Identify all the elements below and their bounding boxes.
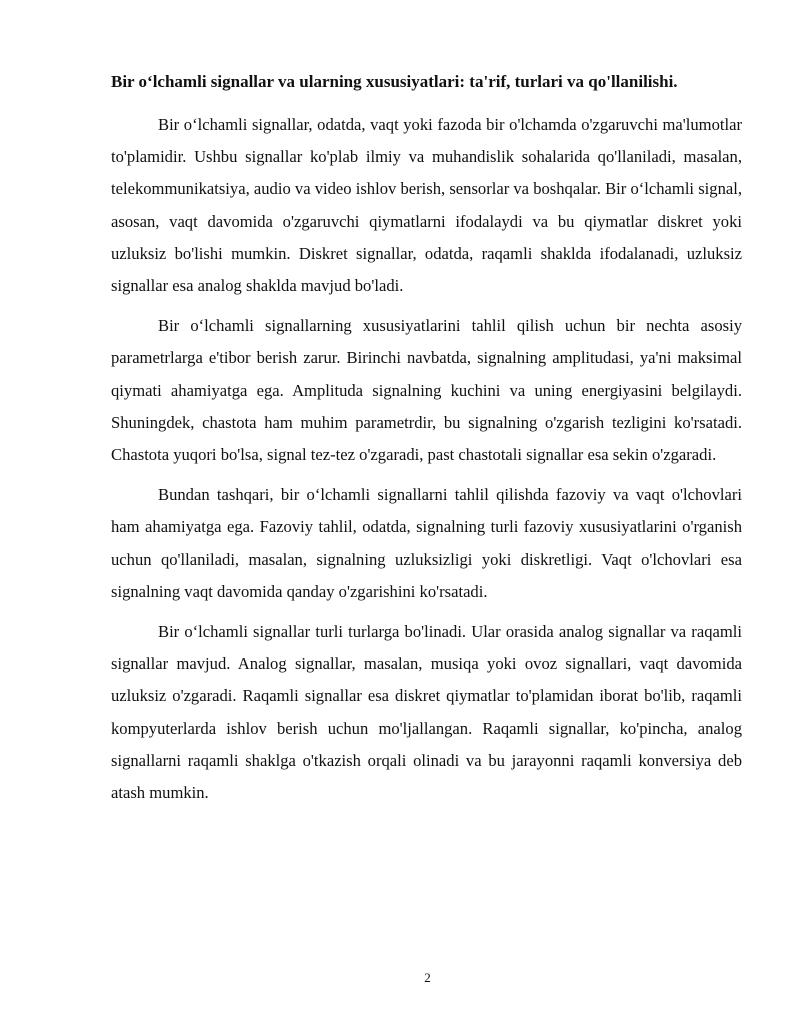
document-page [111,70,742,817]
paragraph-3: Bundan tashqari, bir o‘lchamli signallarni tahlil qilishda fazoviy va vaqt o'lchovlari ham ahamiyatga ega. Fazoviy tahlil, odatda, signalning turli fazoviy xususiyatlarini o'rganish uchun qo'llaniladi, masalan, signalning uzluksizligi yoki diskretligi. Vaqt o'lchovlari esa signalning vaqt davomida qanday o'zgarishini ko'rsatadi. [111,485,742,601]
paragraph-1: Bir o‘lchamli signallar, odatda, vaqt yoki fazoda bir o'lchamda o'zgaruvchi ma'lumotlar to'plamidir. Ushbu signallar ko'plab ilmiy va muhandislik sohalarida qo'llaniladi, masalan, telekommunikatsiya, audio va video ishlov berish, sensorlar va boshqalar. Bir o‘lchamli signal, asosan, vaqt davomida o'zgaruvchi qiymatlarni ifodalaydi va bu qiymatlar diskret yoki uzluksiz bo'lishi mumkin. Diskret signallar, odatda, raqamli shaklda ifodalanadi, uzluksiz signallar esa analog shaklda mavjud bo'ladi. [111,115,742,296]
document-heading: Bir o‘lchamli signallar va ularning xususiyatlari: ta'rif, turlari va qo'llanilishi. [111,72,678,91]
paragraph-2: Bir o‘lchamli signallarning xususiyatlarini tahlil qilish uchun bir nechta asosiy parametrlarga e'tibor berish zarur. Birinchi navbatda, signalning amplitudasi, ya'ni maksimal qiymati ahamiyatga ega. Amplituda signalning kuchini va uning energiyasini belgilaydi. Shuningdek, chastota ham muhim parametrdir, bu signalning o'zgarish tezligini ko'rsatadi. Chastota yuqori bo'lsa, signal tez-tez o'zgaradi, past chastotali signallar esa sekin o'zgaradi. [111,316,742,465]
paragraph-4: Bir o‘lchamli signallar turli turlarga bo'linadi. Ular orasida analog signallar va raqamli signallar mavjud. Analog signallar, masalan, musiqa yoki ovoz signallari, vaqt davomida uzluksiz o'zgaradi. Raqamli signallar esa diskret qiymatlar to'plamidan iborat bo'lib, raqamli kompyuterlarda ishlov berish uchun mo'ljallangan. Raqamli signallar, ko'pincha, analog signallarni raqamli shaklga o'tkazish orqali olinadi va bu jarayonni raqamli konversiya deb atash mumkin. [111,622,742,803]
page-number: 2 [424,970,431,985]
